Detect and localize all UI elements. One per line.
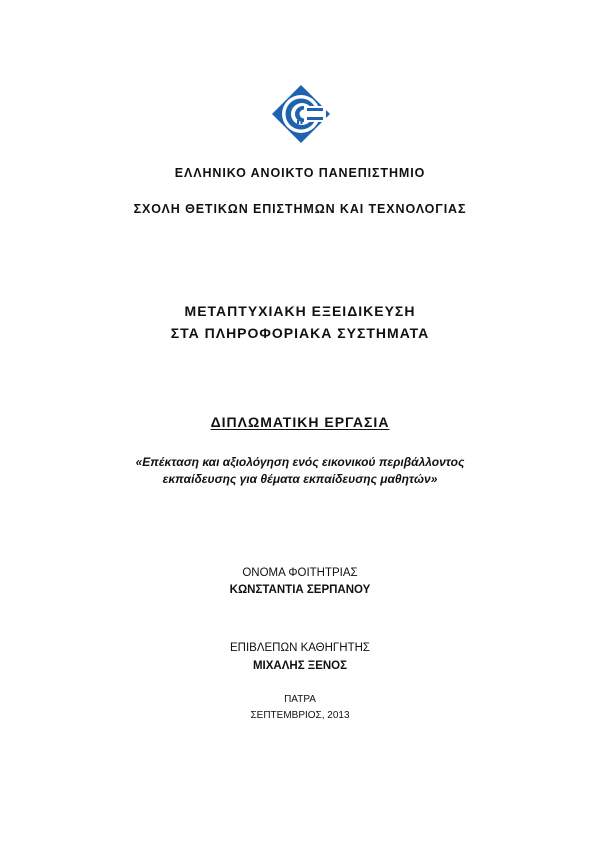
school-name: ΣΧΟΛΗ ΘΕΤΙΚΩΝ ΕΠΙΣΤΗΜΩΝ ΚΑΙ ΤΕΧΝΟΛΟΓΙΑΣ	[133, 202, 467, 216]
thesis-title-line-1: «Επέκταση και αξιολόγηση ενός εικονικού περιβάλλοντος	[135, 455, 465, 469]
student-name: ΚΩΝΣΤΑΝΤΙΑ ΣΕΡΠΑΝΟΥ	[229, 584, 371, 596]
date: ΣΕΠΤΕΜΒΡΙΟΣ, 2013	[250, 710, 350, 721]
student-label: ΟΝΟΜΑ ΦΟΙΤΗΤΡΙΑΣ	[242, 567, 358, 579]
supervisor-name: ΜΙΧΑΛΗΣ ΞΕΝΟΣ	[252, 660, 348, 672]
university-name: ΕΛΛΗΝΙΚΟ ΑΝΟΙΚΤΟ ΠΑΝΕΠΙΣΤΗΜΙΟ	[174, 166, 426, 180]
university-emblem-icon	[271, 84, 331, 144]
supervisor-label: ΕΠΙΒΛΕΠΩΝ ΚΑΘΗΓΗΤΗΣ	[229, 642, 371, 654]
specialization-line-1: ΜΕΤΑΠΤΥΧΙΑΚΗ ΕΞΕΙΔΙΚΕΥΣΗ	[184, 303, 416, 319]
thesis-heading-text: ΔΙΠΛΩΜΑΤΙΚΗ ΕΡΓΑΣΙΑ	[210, 414, 390, 430]
thesis-heading	[0, 414, 600, 430]
specialization-line-2: ΣΤΑ ΠΛΗΡΟΦΟΡΙΑΚΑ ΣΥΣΤΗΜΑΤΑ	[170, 325, 430, 341]
city: ΠΑΤΡΑ	[284, 694, 316, 705]
thesis-title-line-2: εκπαίδευσης για θέματα εκπαίδευσης μαθητών»	[162, 472, 438, 486]
